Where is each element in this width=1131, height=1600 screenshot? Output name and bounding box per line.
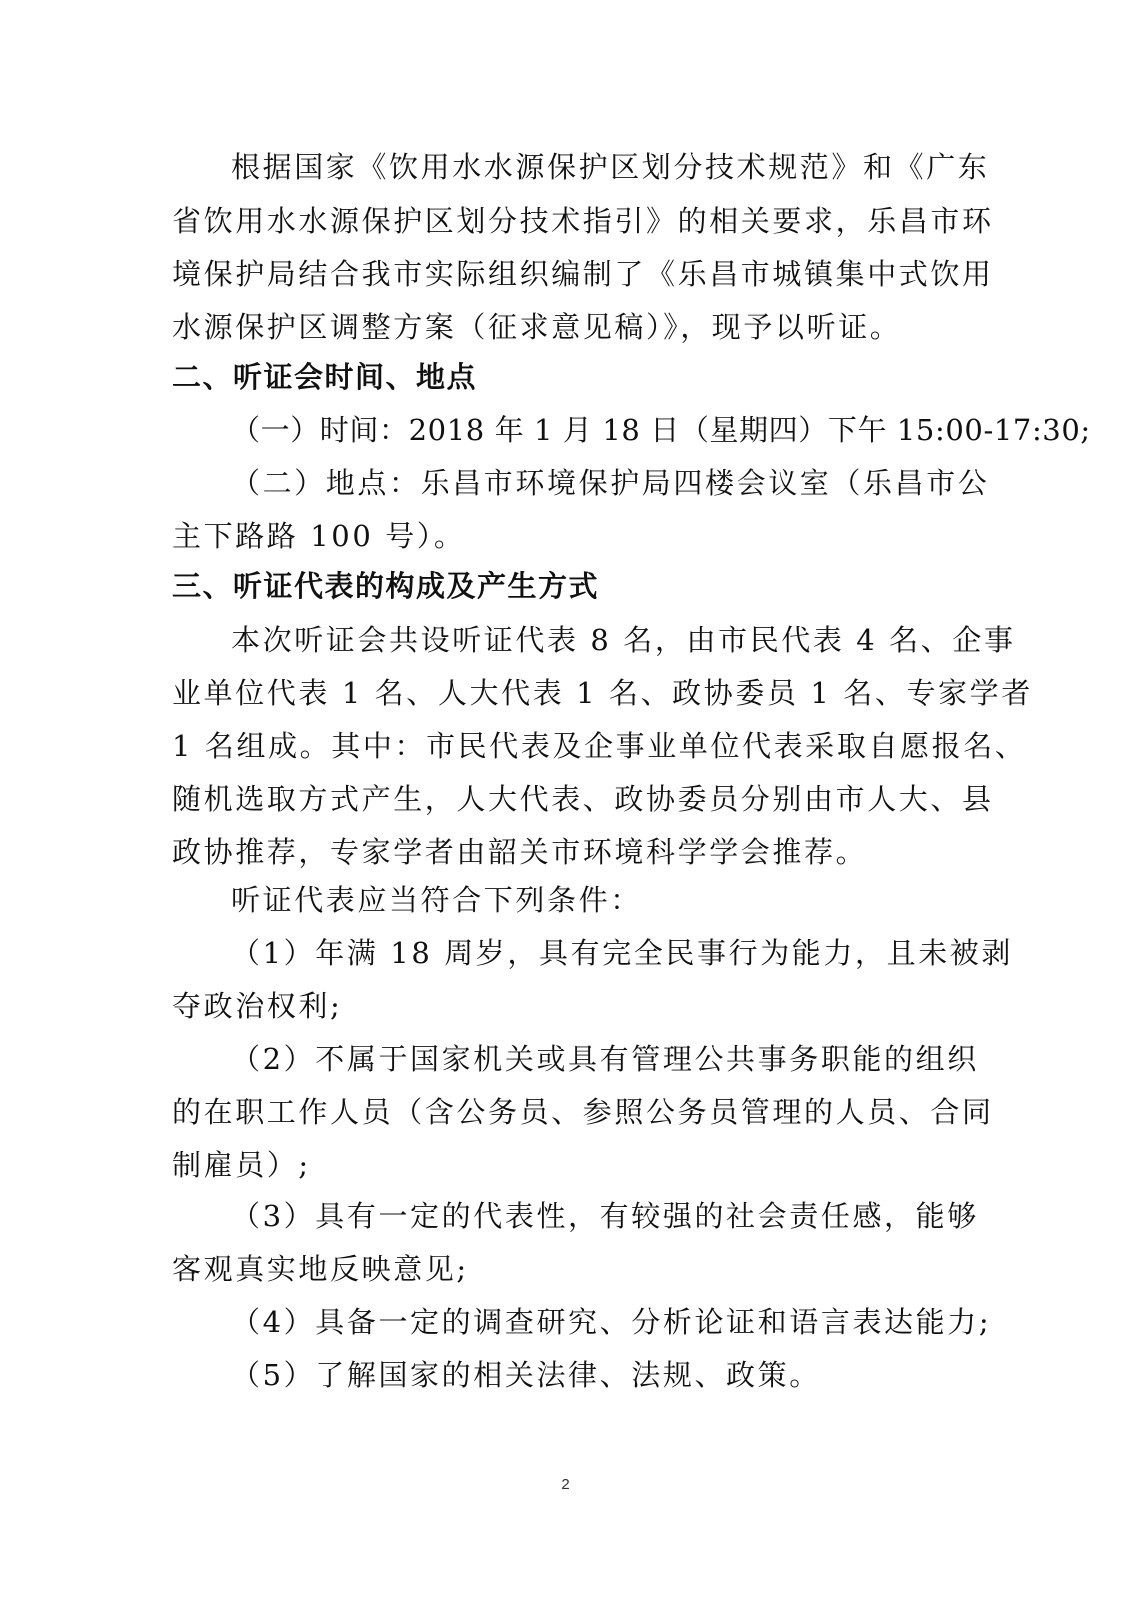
section-heading: 二、听证会时间、地点 — [172, 360, 478, 394]
condition-item-continued: 的在职工作人员（含公务员、参照公务员管理的人员、合同 — [172, 1095, 994, 1129]
body-text-line: 根据国家《饮用水水源保护区划分技术规范》和《广东 — [231, 150, 990, 184]
condition-item: （1）年满 18 周岁，具有完全民事行为能力，且未被剥 — [231, 936, 1013, 970]
hearing-place-line: （二）地点：乐昌市环境保护局四楼会议室（乐昌市公 — [231, 466, 990, 500]
condition-item-continued: 夺政治权利; — [172, 989, 343, 1023]
hearing-time: （一）时间：2018 年 1 月 18 日（星期四）下午 15:00-17:30; — [231, 413, 1091, 447]
body-text-line: 水源保护区调整方案（征求意见稿）》，现予以听证。 — [172, 310, 902, 344]
condition-item: （3）具有一定的代表性，有较强的社会责任感，能够 — [231, 1199, 979, 1233]
body-text-line: 本次听证会共设听证代表 8 名，由市民代表 4 名、企事 — [231, 623, 1016, 657]
page-number: 2 — [561, 1476, 570, 1493]
body-text-line: 业单位代表 1 名、人大代表 1 名、政协委员 1 名、专家学者 — [172, 676, 1033, 710]
hearing-place-line: 主下路路 100 号）。 — [172, 519, 466, 553]
condition-item-continued: 制雇员）; — [172, 1148, 311, 1182]
body-text-line: 省饮用水水源保护区划分技术指引》的相关要求，乐昌市环 — [172, 204, 994, 238]
body-text-line: 1 名组成。其中：市民代表及企事业单位代表采取自愿报名、 — [172, 729, 1027, 763]
condition-item: （2）不属于国家机关或具有管理公共事务职能的组织 — [231, 1042, 979, 1076]
body-text-line: 随机选取方式产生，人大代表、政协委员分别由市人大、县 — [172, 782, 994, 816]
section-heading: 三、听证代表的构成及产生方式 — [172, 569, 600, 603]
body-text-line: 境保护局结合我市实际组织编制了《乐昌市城镇集中式饮用 — [172, 257, 994, 291]
conditions-intro: 听证代表应当符合下列条件： — [231, 883, 642, 917]
condition-item: （4）具备一定的调查研究、分析论证和语言表达能力; — [231, 1305, 992, 1339]
condition-item: （5）了解国家的相关法律、法规、政策。 — [231, 1358, 821, 1392]
condition-item-continued: 客观真实地反映意见; — [172, 1252, 469, 1286]
body-text-line: 政协推荐，专家学者由韶关市环境科学学会推荐。 — [172, 835, 868, 869]
